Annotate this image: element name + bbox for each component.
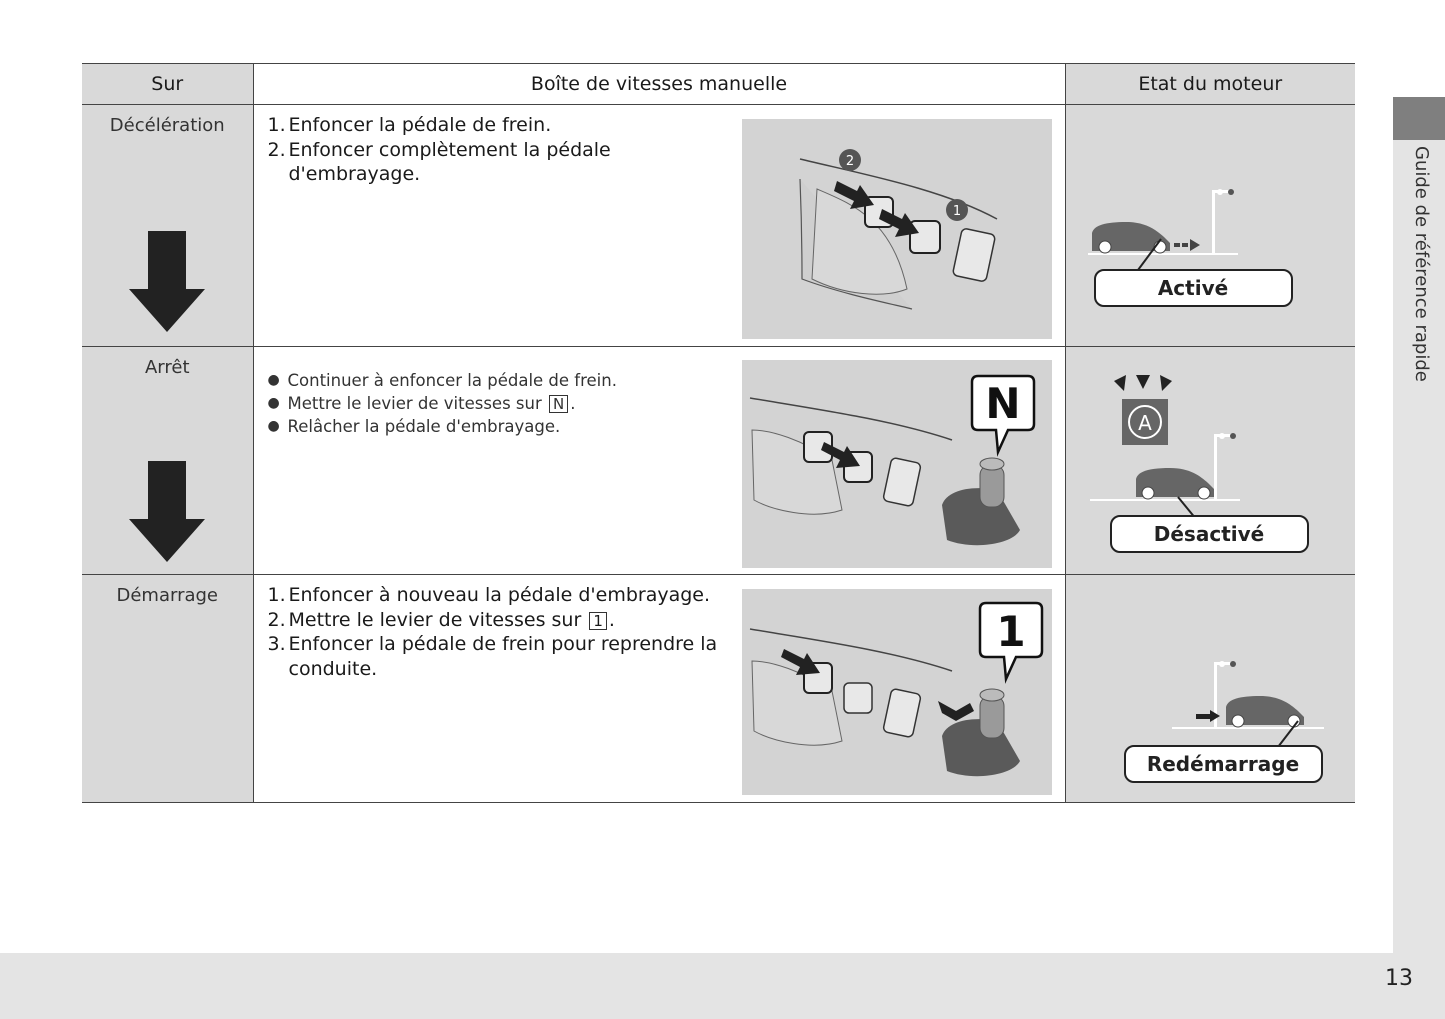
page-number: 13 [1385,966,1413,991]
list-item: ● Mettre le levier de vitesses sur N . [267,394,576,413]
section-tab[interactable] [1393,97,1445,140]
table-row [82,575,1355,803]
auto-stop-icon: A [1137,411,1152,435]
list-item: 2. Mettre le levier de vitesses sur 1 . [267,608,615,631]
callout-2: 2 [845,154,854,169]
sur-cell [82,575,253,803]
shift-neutral-illustration [742,360,1052,568]
gear-key-n: N [549,395,568,413]
list-item: ● Relâcher la pédale d'embrayage. [267,417,561,436]
list-item: 1. Enfoncer la pédale de frein. [267,114,552,136]
state-cell [1065,105,1355,347]
sur-label: Arrêt [144,357,190,378]
list-item: 1. Enfoncer à nouveau la pédale d'embrayage. [267,584,711,606]
engine-active-illustration [1066,105,1356,347]
list-item: 3. Enfoncer la pédale de frein pour reprendre la conduite. [267,633,718,680]
list-item: ● Continuer à enfoncer la pédale de frein. [267,371,617,390]
shift-first-illustration [742,589,1052,795]
state-cell [1065,575,1355,803]
footer-band [0,953,1445,1019]
header-boite: Boîte de vitesses manuelle [253,64,1065,105]
down-arrow-icon [128,459,206,563]
instructions-cell [253,105,1065,347]
steps-list [254,105,738,187]
steps-list [254,575,738,681]
callout-1: 1 [952,204,961,219]
gear-display-n: N [984,379,1021,428]
table-row [82,347,1355,575]
sur-label: Démarrage [116,585,218,606]
header-sur: Sur [82,64,253,105]
pedals-illustration [742,119,1052,339]
instructions-cell [253,347,1065,575]
reference-table [82,63,1355,803]
sur-label: Décélération [109,115,225,136]
bullets-list [254,347,738,438]
header-etat: Etat du moteur [1065,64,1355,105]
state-label-restart: Redémarrage [1124,745,1323,783]
list-item: 2. Enfoncer complètement la pédale d'embrayage. [267,138,611,185]
sur-cell [82,105,253,347]
table-row [82,105,1355,347]
state-cell [1065,347,1355,575]
gear-display-1: 1 [995,607,1026,656]
down-arrow-icon [128,229,206,333]
state-label-active: Activé [1094,269,1293,307]
instructions-cell [253,575,1065,803]
gear-key-1: 1 [589,612,607,630]
sur-cell [82,347,253,575]
state-label-stopped: Désactivé [1110,515,1309,553]
section-title: Guide de référence rapide [1411,146,1432,382]
